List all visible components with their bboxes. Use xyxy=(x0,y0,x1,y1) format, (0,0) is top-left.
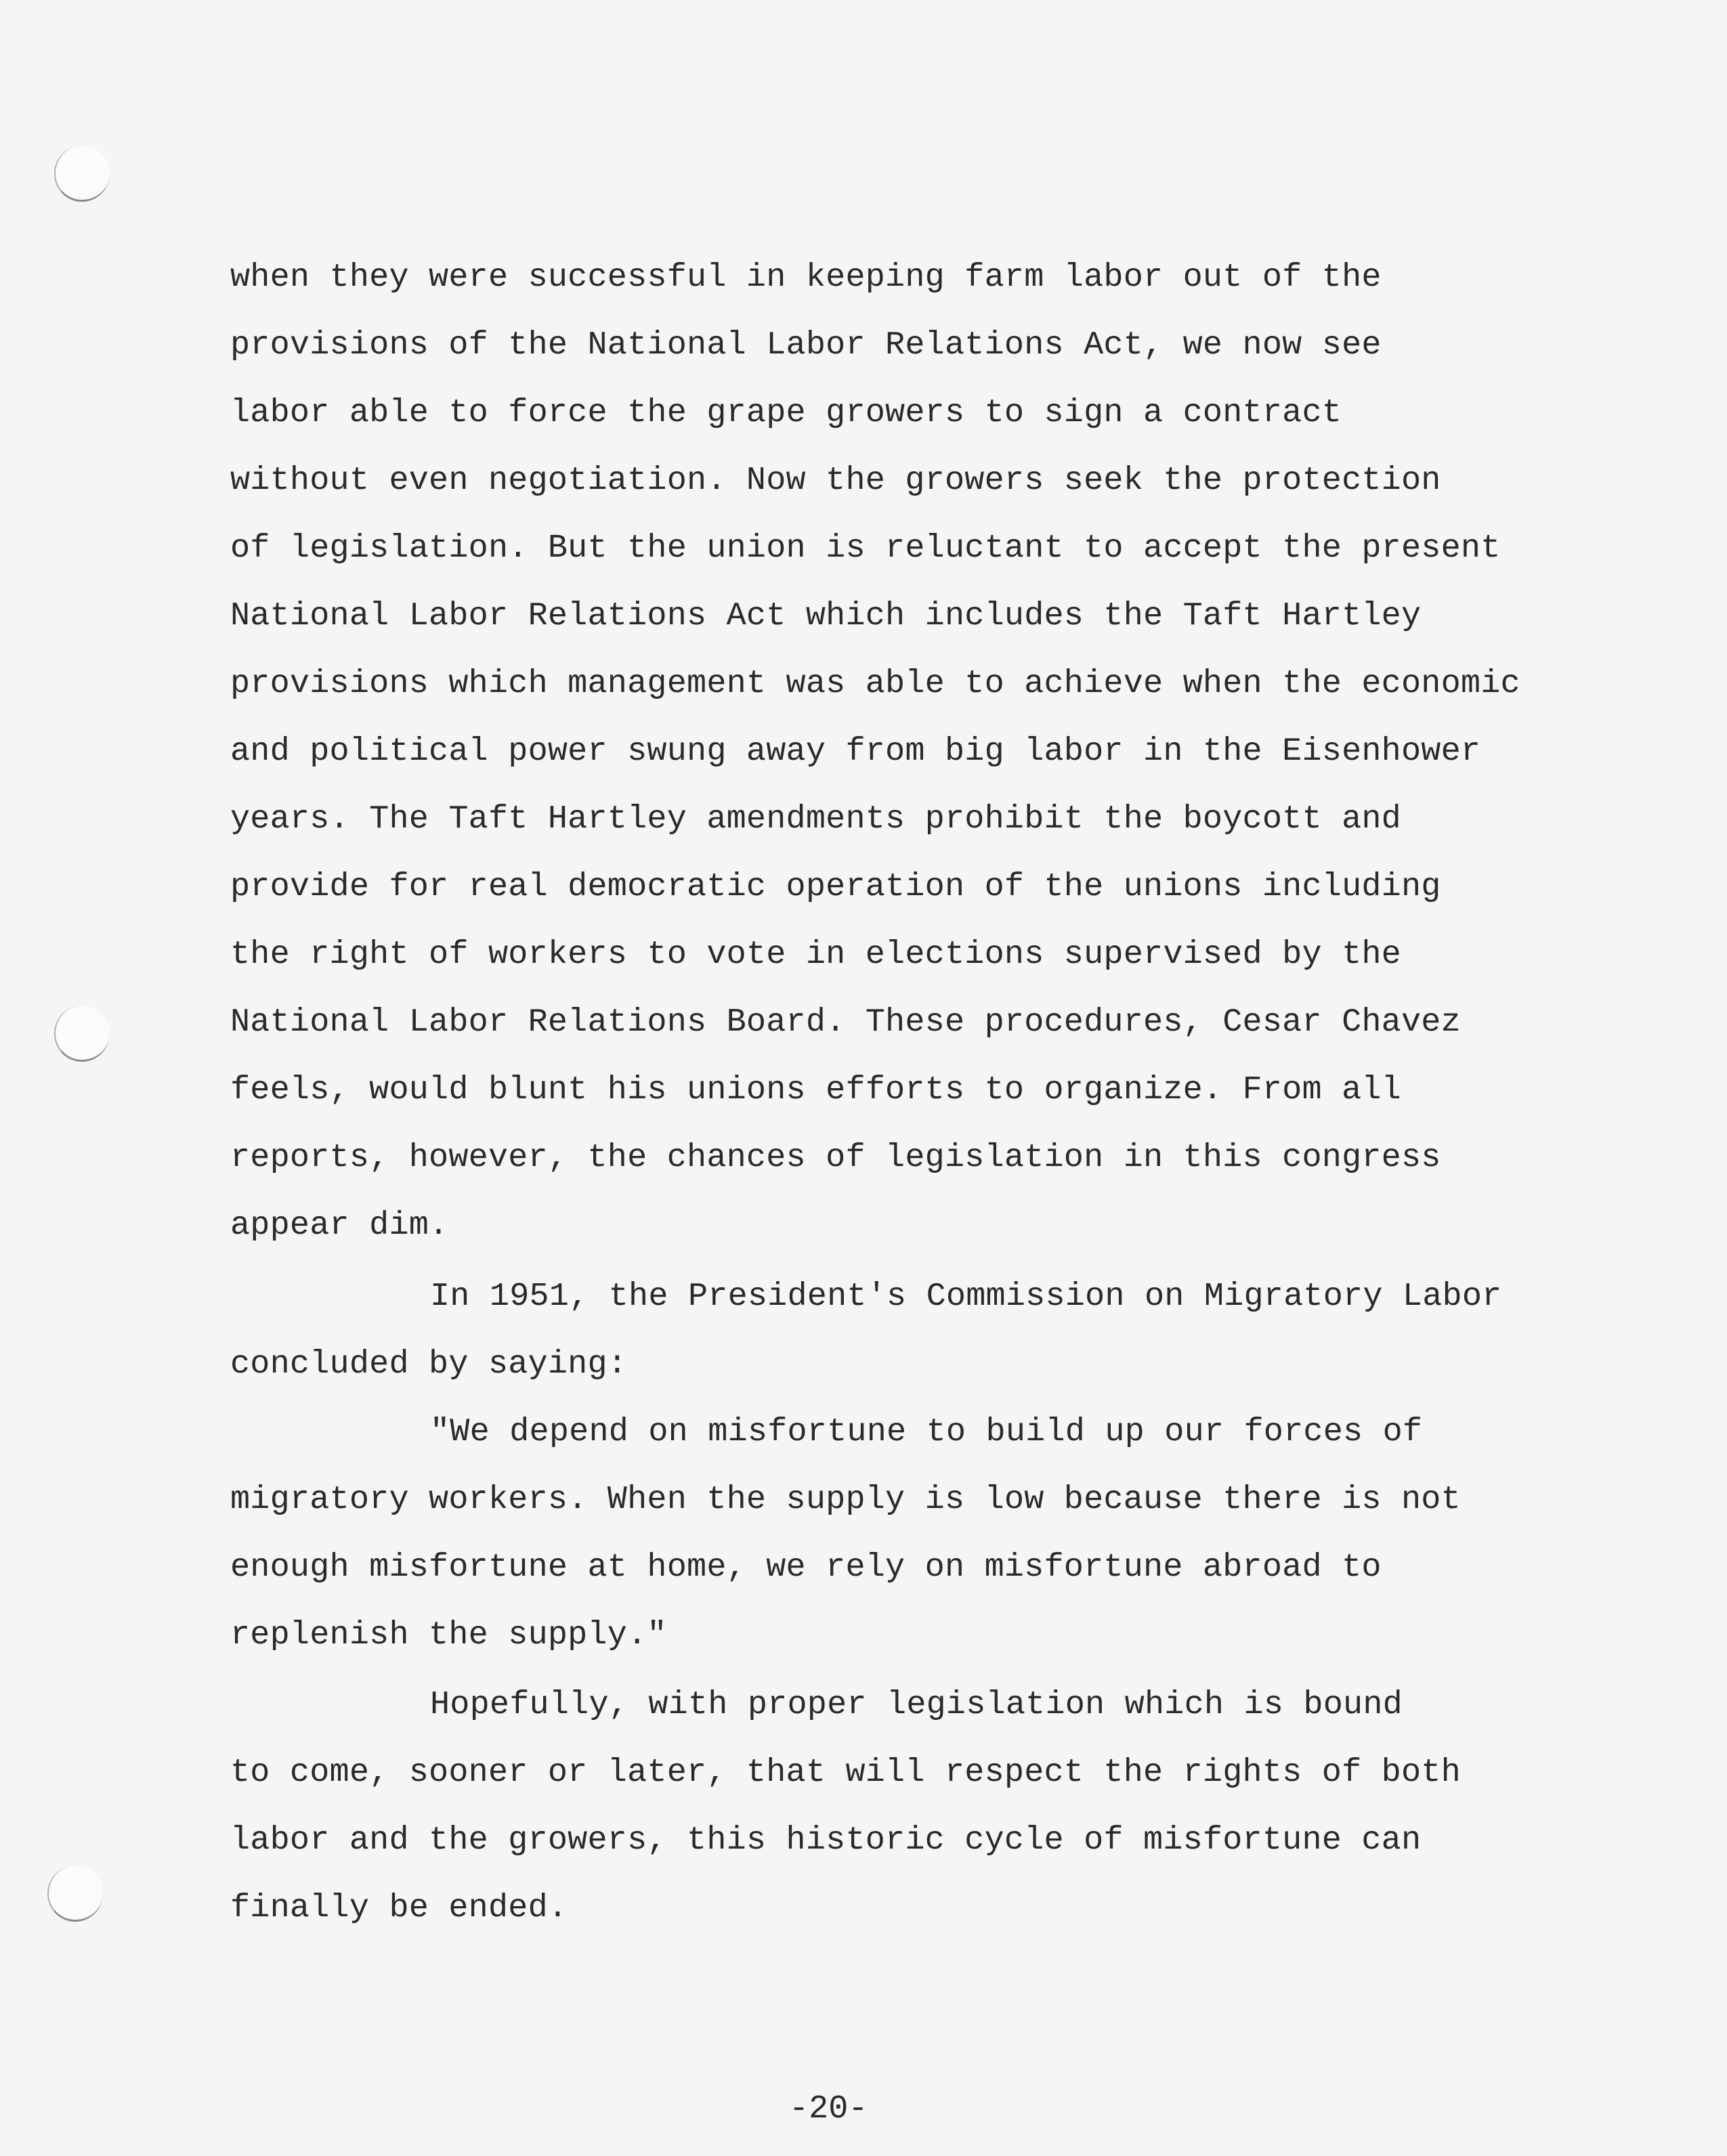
quote-line: migratory workers. When the supply is low because there is not xyxy=(230,1481,1461,1518)
text-line: years. The Taft Hartley amendments prohibit the boycott and xyxy=(230,800,1401,838)
text-line: labor able to force the grape growers to sign a contract xyxy=(230,394,1342,431)
text-line: concluded by saying: xyxy=(230,1345,628,1383)
text-line: reports, however, the chances of legislation in this congress xyxy=(230,1139,1441,1176)
punch-hole-top xyxy=(54,146,110,202)
text-line: the right of workers to vote in elections supervised by the xyxy=(230,936,1401,973)
text-line: appear dim. xyxy=(230,1207,449,1244)
quote-line: replenish the supply." xyxy=(230,1616,667,1654)
quote-line: enough misfortune at home, we rely on misfortune abroad to xyxy=(230,1549,1382,1586)
text-line: provide for real democratic operation of the unions including xyxy=(230,868,1441,905)
text-line: National Labor Relations Act which includes the Taft Hartley xyxy=(230,597,1422,634)
text-line: to come, sooner or later, that will respect the rights of both xyxy=(230,1754,1461,1791)
text-line: provisions of the National Labor Relations Act, we now see xyxy=(230,326,1382,364)
text-line: without even negotiation. Now the growers seek the protection xyxy=(230,462,1441,499)
text-line: provisions which management was able to achieve when the economic xyxy=(230,665,1520,702)
text-line: feels, would blunt his unions efforts to organize. From all xyxy=(230,1071,1401,1108)
text-line: of legislation. But the union is reluctant to accept the present xyxy=(230,530,1501,567)
quote-line: "We depend on misfortune to build up our forces of xyxy=(430,1413,1423,1450)
punch-hole-bottom xyxy=(47,1866,103,1922)
page-number: -20- xyxy=(789,2090,868,2128)
punch-hole-middle xyxy=(54,1006,110,1062)
text-line: National Labor Relations Board. These procedures, Cesar Chavez xyxy=(230,1004,1461,1041)
text-line: Hopefully, with proper legislation which is bound xyxy=(430,1686,1403,1723)
text-line: finally be ended. xyxy=(230,1889,568,1926)
text-line: In 1951, the President's Commission on Migratory Labor xyxy=(430,1278,1502,1315)
text-line: when they were successful in keeping farm labor out of the xyxy=(230,259,1382,296)
text-line: and political power swung away from big labor in the Eisenhower xyxy=(230,733,1481,770)
text-line: labor and the growers, this historic cycle of misfortune can xyxy=(230,1821,1422,1859)
